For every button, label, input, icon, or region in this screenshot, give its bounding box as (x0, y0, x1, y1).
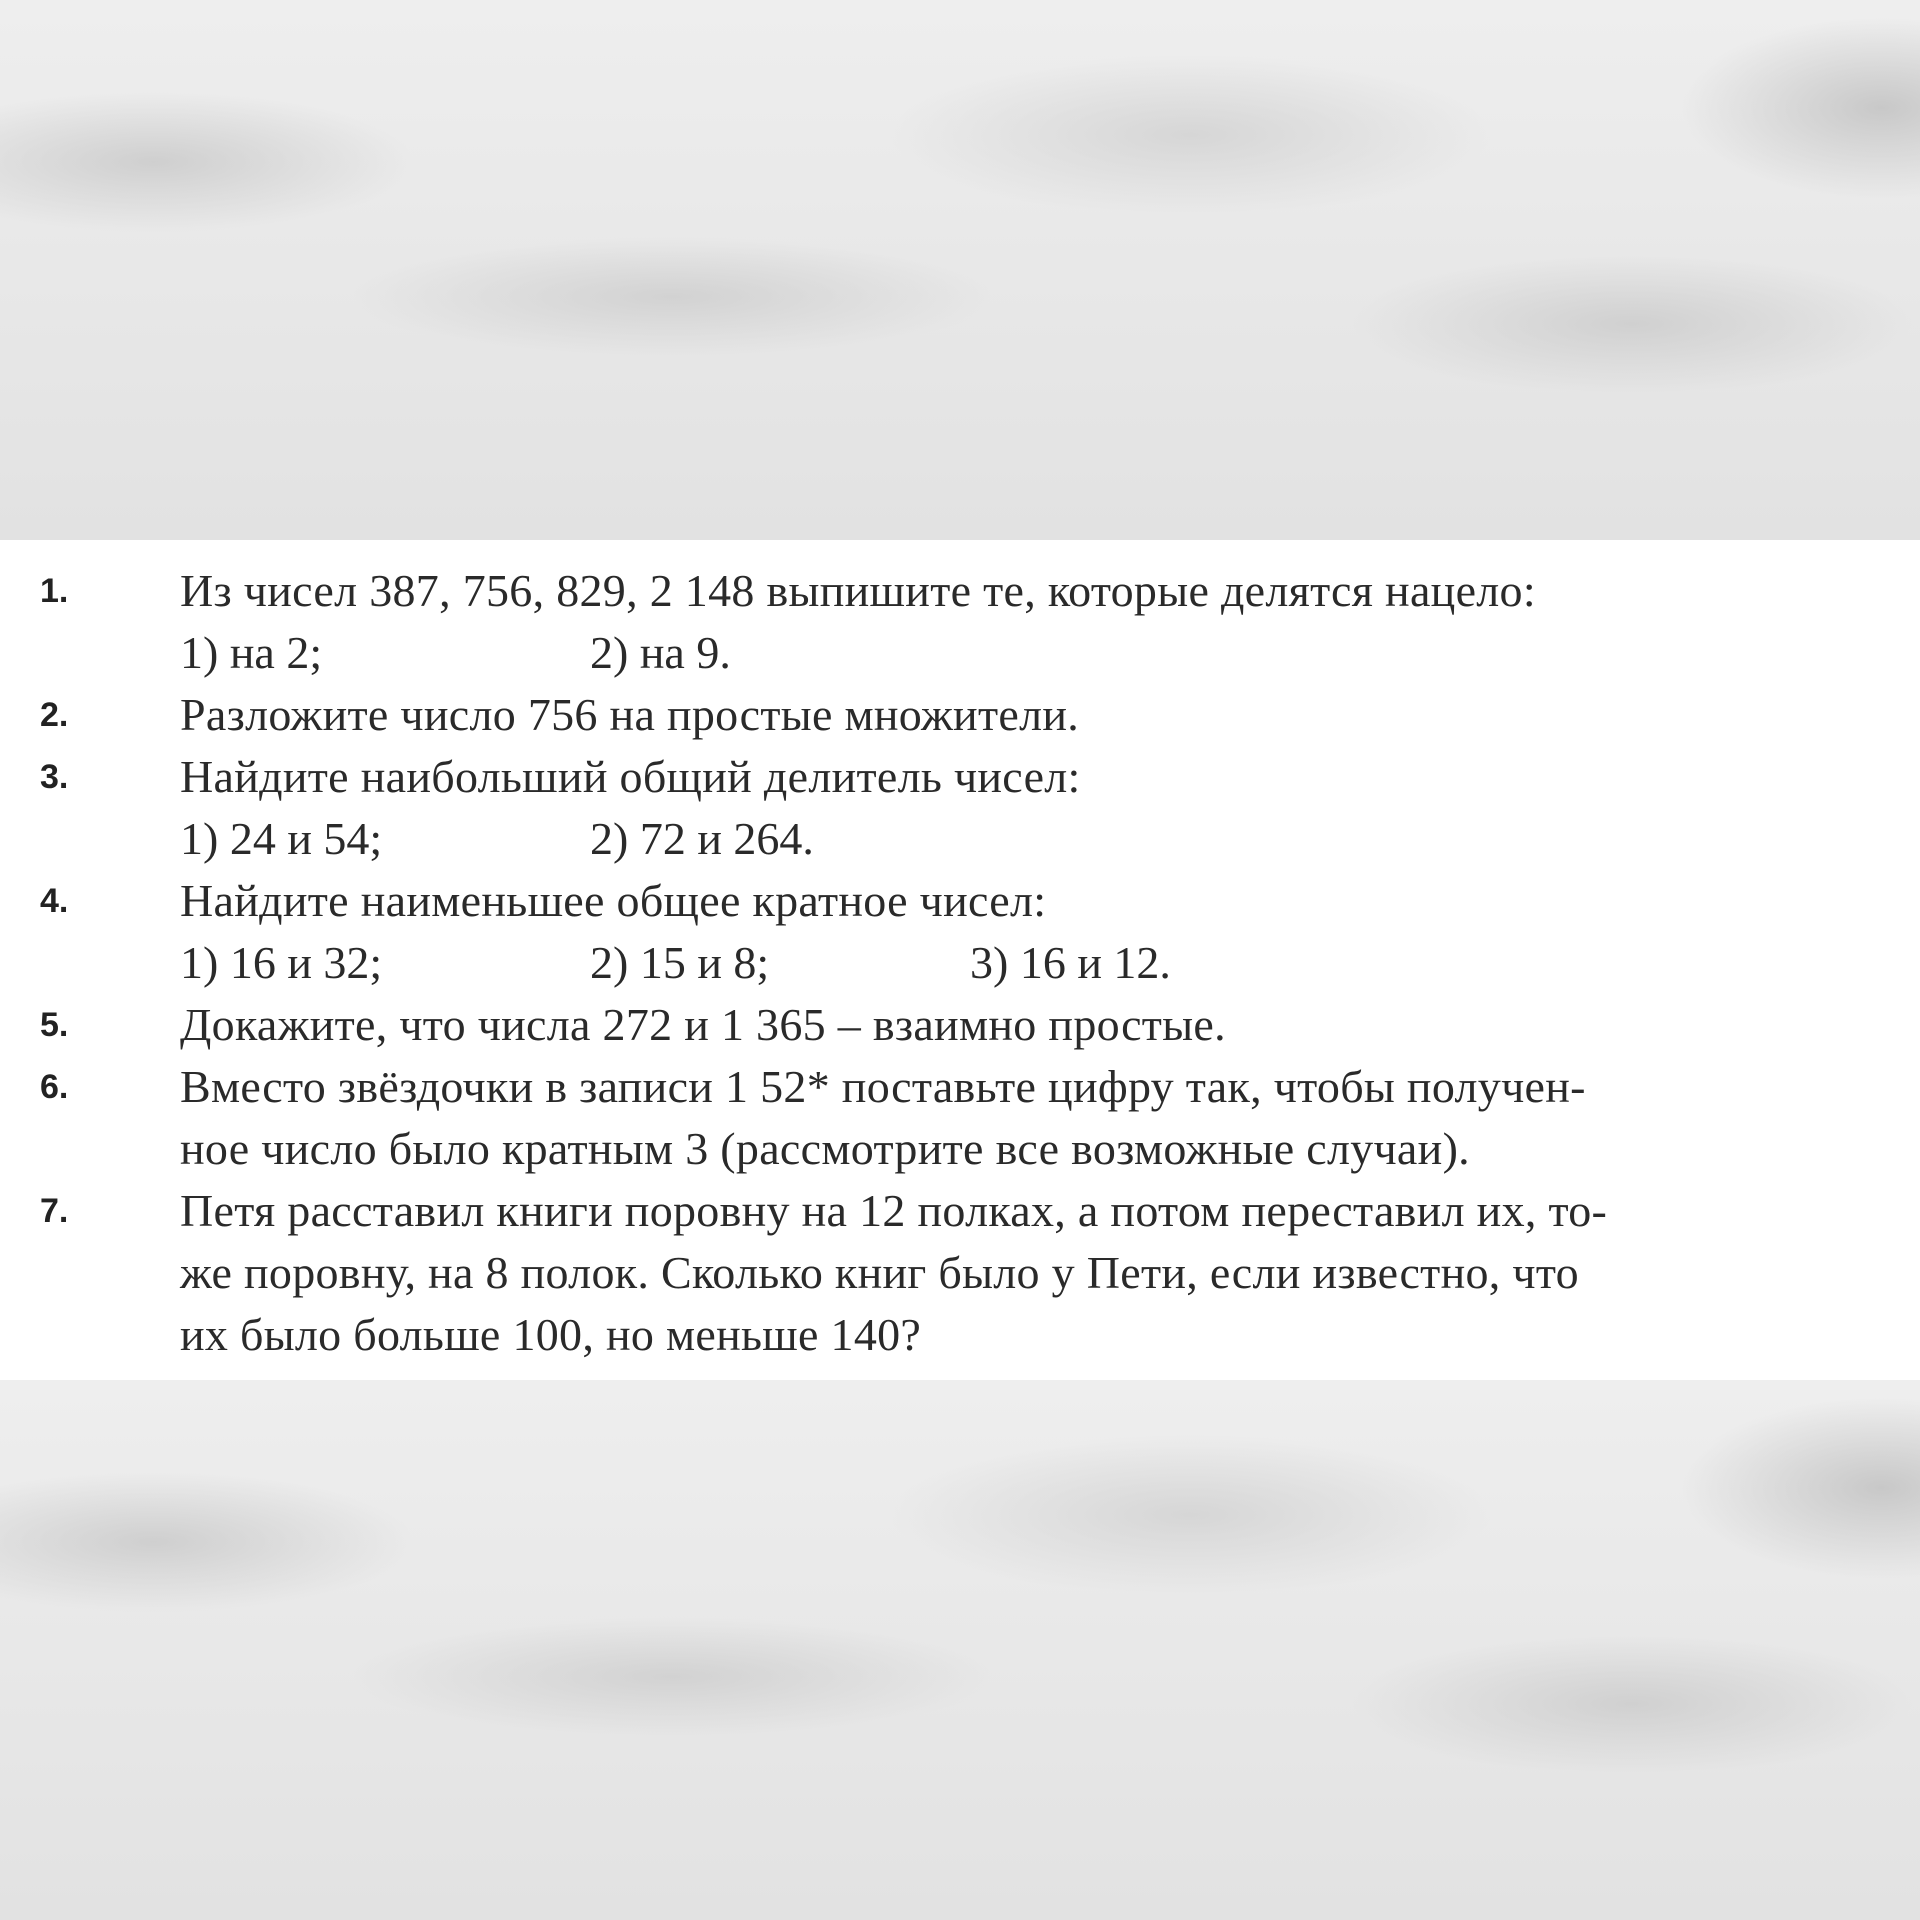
subitem: 2) на 9. (590, 627, 731, 678)
blurred-background-bottom (0, 1380, 1920, 1920)
problem-number: 5. (40, 1006, 69, 1044)
problem-line: же поровну, на 8 полок. Сколько книг было у Пети, если известно, что (180, 1247, 1579, 1298)
problem-line: Петя расставил книги поровну на 12 полках, а потом переставил их, то- (180, 1185, 1608, 1236)
problem-text (180, 684, 1890, 746)
subitem: 3) 16 и 12. (970, 937, 1171, 988)
problem-line: Разложите число 756 на простые множители. (180, 689, 1080, 740)
problem-number: 6. (40, 1068, 69, 1106)
blurred-background-top (0, 0, 1920, 540)
problem-line: Докажите, что числа 272 и 1 365 – взаимно простые. (180, 999, 1226, 1050)
subitem: 1) на 2; (180, 627, 323, 678)
problem-line: Найдите наименьшее общее кратное чисел: (180, 875, 1047, 926)
problem-text (180, 560, 1890, 622)
worksheet-page (0, 540, 1920, 1380)
subitem: 1) 16 и 32; (180, 937, 383, 988)
subitem: 2) 15 и 8; (590, 937, 770, 988)
problem-number: 4. (40, 882, 69, 920)
problem-text (180, 994, 1890, 1056)
problem-number: 1. (40, 572, 69, 610)
problem-text (180, 870, 1890, 932)
subitem: 2) 72 и 264. (590, 813, 814, 864)
problem-text (180, 746, 1890, 808)
problem-line: их было больше 100, но меньше 140? (180, 1309, 922, 1360)
problem-number: 2. (40, 696, 69, 734)
problem-number: 3. (40, 758, 69, 796)
problem-line: Вместо звёздочки в записи 1 52* поставьте цифру так, чтобы получен- (180, 1061, 1586, 1112)
problem-line: ное число было кратным 3 (рассмотрите все возможные случаи). (180, 1123, 1470, 1174)
subitem: 1) 24 и 54; (180, 813, 383, 864)
problem-number: 7. (40, 1192, 69, 1230)
problem-text (180, 1180, 1890, 1366)
problem-line: Из чисел 387, 756, 829, 2 148 выпишите те, которые делятся нацело: (180, 565, 1536, 616)
problem-text (180, 1056, 1890, 1180)
problem-line: Найдите наибольший общий делитель чисел: (180, 751, 1081, 802)
